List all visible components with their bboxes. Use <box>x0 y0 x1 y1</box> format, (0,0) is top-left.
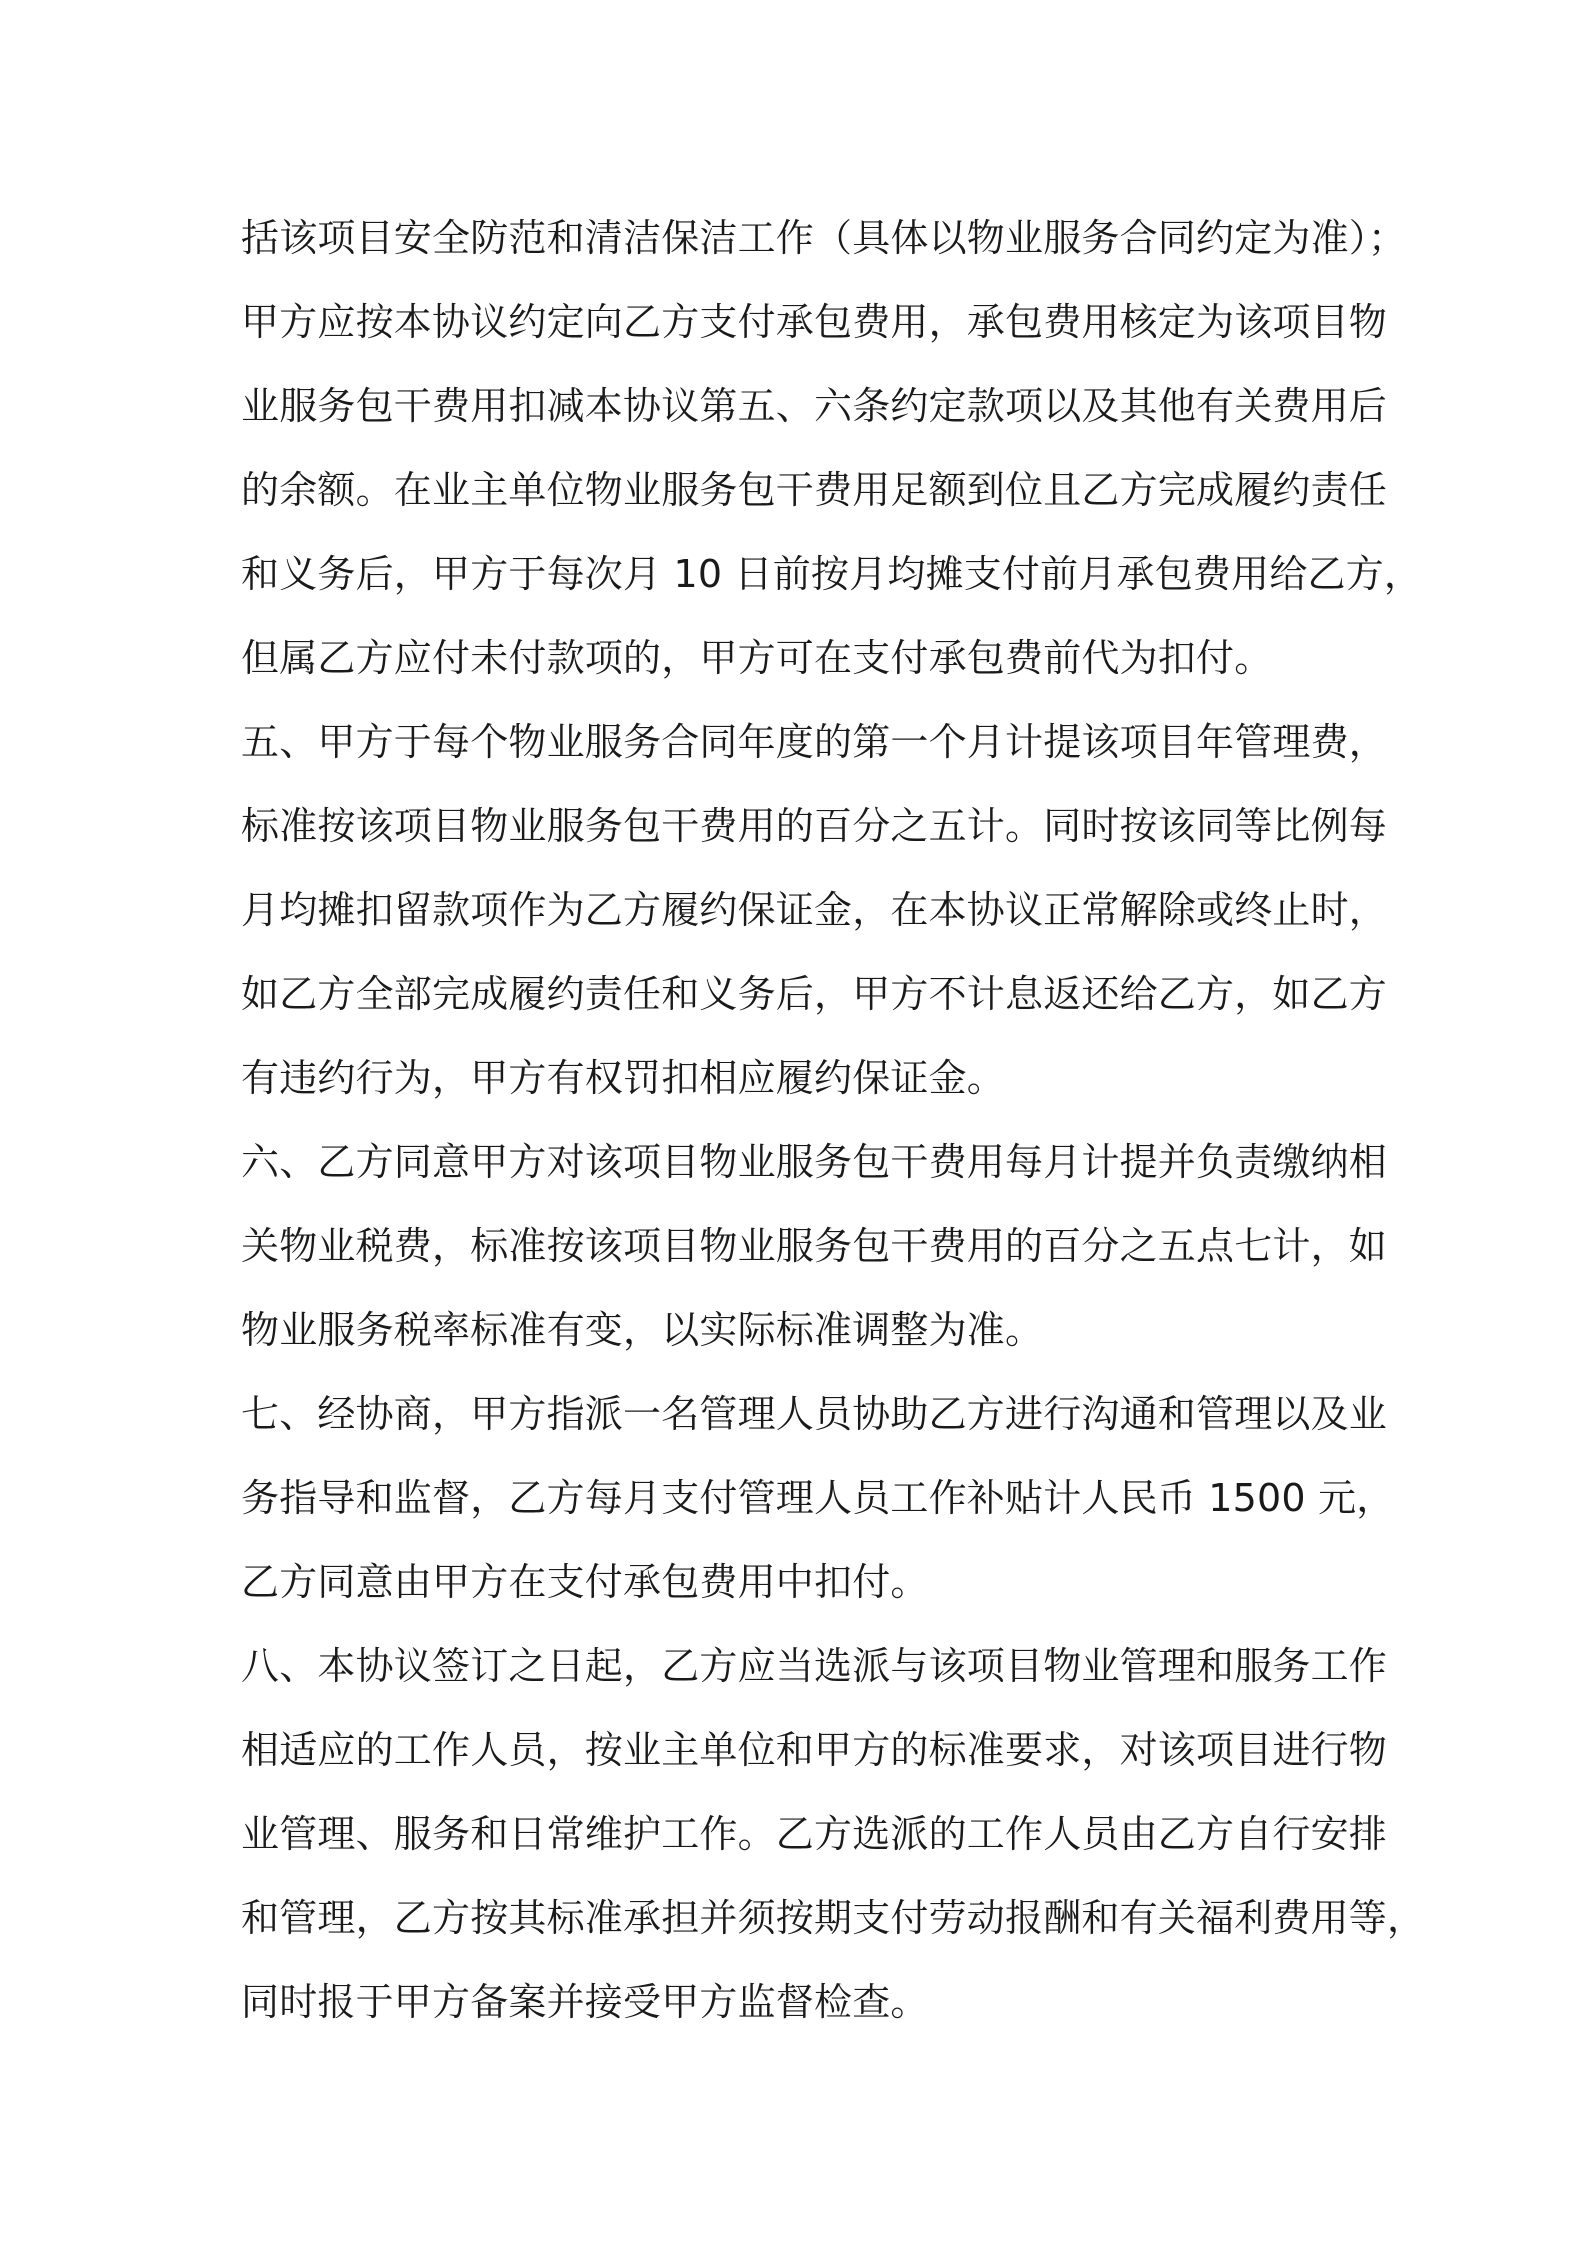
text-line: 业服务包干费用扣减本协议第五、六条约定款项以及其他有关费用后 <box>241 384 1388 428</box>
text-line: 甲方应按本协议约定向乙方支付承包费用，承包费用核定为该项目物 <box>241 300 1388 344</box>
text-line: 但属乙方应付未付款项的，甲方可在支付承包费前代为扣付。 <box>241 636 1273 680</box>
text-line: 的余额。在业主单位物业服务包干费用足额到位且乙方完成履约责任 <box>241 468 1388 512</box>
text-line: 和义务后，甲方于每次月 10 日前按月均摊支付前月承包费用给乙方， <box>241 552 1423 596</box>
clause-6-line: 六、乙方同意甲方对该项目物业服务包干费用每月计提并负责缴纳相 <box>241 1140 1388 1184</box>
contract-text <box>241 196 1426 2044</box>
text-line: 关物业税费，标准按该项目物业服务包干费用的百分之五点七计，如 <box>241 1224 1388 1268</box>
text-line: 同时报于甲方备案并接受甲方监督检查。 <box>241 1980 929 2024</box>
text-line: 物业服务税率标准有变，以实际标准调整为准。 <box>241 1308 1044 1352</box>
clause-7-line: 七、经协商，甲方指派一名管理人员协助乙方进行沟通和管理以及业 <box>241 1392 1388 1436</box>
text-line: 括该项目安全防范和清洁保洁工作（具体以物业服务合同约定为准）； <box>241 216 1407 260</box>
clause-5-line: 五、甲方于每个物业服务合同年度的第一个月计提该项目年管理费， <box>241 720 1388 764</box>
text-line: 月均摊扣留款项作为乙方履约保证金，在本协议正常解除或终止时， <box>241 888 1388 932</box>
text-line: 相适应的工作人员，按业主单位和甲方的标准要求，对该项目进行物 <box>241 1728 1388 1772</box>
text-line: 务指导和监督，乙方每月支付管理人员工作补贴计人民币 1500 元， <box>241 1476 1395 1520</box>
text-line: 乙方同意由甲方在支付承包费用中扣付。 <box>241 1560 929 1604</box>
text-line: 有违约行为，甲方有权罚扣相应履约保证金。 <box>241 1056 1006 1100</box>
text-line: 和管理，乙方按其标准承担并须按期支付劳动报酬和有关福利费用等， <box>241 1896 1426 1940</box>
clause-8-line: 八、本协议签订之日起，乙方应当选派与该项目物业管理和服务工作 <box>241 1644 1388 1688</box>
text-line: 如乙方全部完成履约责任和义务后，甲方不计息返还给乙方，如乙方 <box>241 972 1388 1016</box>
text-line: 业管理、服务和日常维护工作。乙方选派的工作人员由乙方自行安排 <box>241 1812 1388 1856</box>
text-line: 标准按该项目物业服务包干费用的百分之五计。同时按该同等比例每 <box>241 804 1388 848</box>
